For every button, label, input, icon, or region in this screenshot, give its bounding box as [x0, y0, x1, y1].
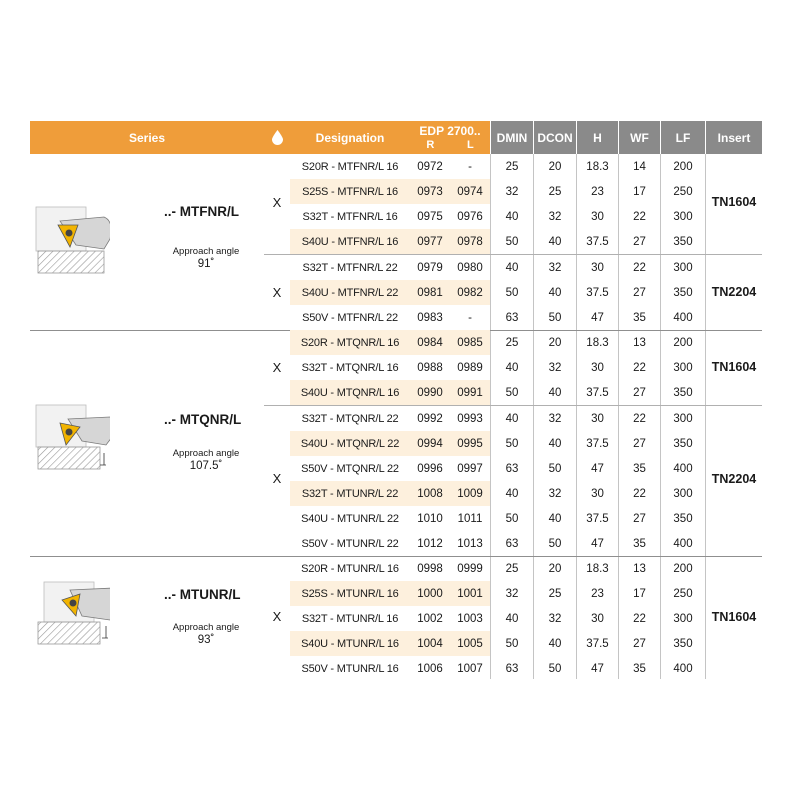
- lf-cell: 350: [673, 637, 693, 650]
- dcon-cell: 20: [548, 160, 562, 173]
- h-cell: 18.3: [586, 336, 609, 349]
- dcon-cell: 20: [548, 336, 562, 349]
- designation-cell: S40U - MTUNR/L 22: [301, 512, 399, 525]
- edp-r-cell: 1008: [417, 487, 443, 500]
- designation-cell: S40U - MTQNR/L 16: [290, 380, 410, 405]
- lf-cell: 400: [673, 662, 693, 675]
- edp-r-cell: 0975: [417, 210, 443, 223]
- header-dcon: [534, 121, 576, 154]
- edp-l-cell: 0995: [457, 437, 483, 450]
- designation-cell: S40U - MTFNR/L 22: [290, 280, 410, 305]
- wf-cell: 14: [633, 160, 646, 173]
- edp-l-cell: 0982: [457, 286, 483, 299]
- lf-cell: 400: [673, 537, 693, 550]
- edp-l-cell: 1011: [457, 512, 483, 525]
- edp-l-cell: 0980: [457, 261, 483, 274]
- designation-cell: S25S - MTFNR/L 16: [290, 179, 410, 204]
- edp-l-cell: 1013: [457, 537, 483, 550]
- dmin-cell: 32: [505, 185, 519, 198]
- coolant-x-mark: X: [272, 285, 282, 300]
- edp-l-cell: 0997: [457, 462, 483, 475]
- edp-r-cell: 0977: [417, 235, 443, 248]
- edp-l-cell: 0993: [457, 412, 483, 425]
- edp-r-cell: 1002: [417, 612, 443, 625]
- dcon-cell: 25: [548, 587, 562, 600]
- designation-cell: S20R - MTQNR/L 16: [290, 330, 410, 355]
- dmin-cell: 50: [505, 437, 519, 450]
- edp-l-cell: 0999: [457, 562, 483, 575]
- lf-cell: 350: [673, 235, 693, 248]
- approach-angle-value: 107.5˚: [189, 460, 223, 472]
- wf-cell: 27: [633, 235, 646, 248]
- insert-code: TN1604: [711, 360, 757, 374]
- edp-r-cell: 0973: [417, 185, 443, 198]
- lf-cell: 350: [673, 437, 693, 450]
- wf-cell: 27: [633, 512, 646, 525]
- mtqnr-tool-diagram: [30, 401, 110, 475]
- dmin-cell: 40: [505, 361, 519, 374]
- dcon-cell: 40: [548, 286, 562, 299]
- edp-r-cell: 0981: [417, 286, 443, 299]
- dmin-cell: 50: [505, 286, 519, 299]
- wf-cell: 22: [633, 361, 646, 374]
- lf-cell: 300: [673, 487, 693, 500]
- h-cell: 30: [591, 487, 604, 500]
- lf-cell: 350: [673, 286, 693, 299]
- designation-cell: S20R - MTFNR/L 16: [301, 160, 399, 173]
- header-edp-label: EDP 2700..: [419, 123, 481, 138]
- edp-r-cell: 0983: [417, 311, 443, 324]
- dmin-cell: 40: [505, 210, 519, 223]
- header-dcon-label: DCON: [537, 130, 573, 145]
- h-cell: 37.5: [586, 437, 609, 450]
- lf-cell: 200: [673, 336, 693, 349]
- dmin-cell: 25: [505, 160, 519, 173]
- coolant-x-mark: X: [272, 471, 282, 486]
- header-coolant: [264, 121, 290, 154]
- header-wf: [619, 121, 660, 154]
- h-cell: 18.3: [586, 562, 609, 575]
- designation-cell: S40U - MTQNR/L 22: [290, 431, 410, 456]
- lf-cell: 300: [673, 261, 693, 274]
- approach-angle-value: 93˚: [197, 634, 215, 646]
- mtfnr-tool-diagram: [30, 203, 110, 277]
- wf-cell: 35: [633, 462, 646, 475]
- wf-cell: 27: [633, 286, 646, 299]
- lf-cell: 350: [673, 512, 693, 525]
- h-cell: 47: [591, 662, 604, 675]
- header-edp-r: R: [426, 138, 435, 151]
- wf-cell: 35: [633, 311, 646, 324]
- edp-r-cell: 1004: [417, 637, 443, 650]
- wf-cell: 17: [633, 587, 646, 600]
- edp-l-cell: 0976: [457, 210, 483, 223]
- dcon-cell: 50: [548, 662, 562, 675]
- header-insert: [706, 121, 762, 154]
- edp-r-cell: 0979: [417, 261, 443, 274]
- dmin-cell: 50: [505, 512, 519, 525]
- dcon-cell: 50: [548, 537, 562, 550]
- header-insert-label: Insert: [717, 130, 751, 145]
- designation-cell: S32T - MTFNR/L 16: [302, 210, 398, 223]
- h-cell: 47: [591, 462, 604, 475]
- approach-angle-label: Approach angle: [172, 448, 240, 459]
- edp-l-cell: -: [468, 160, 472, 173]
- wf-cell: 22: [633, 210, 646, 223]
- designation-cell: S32T - MTUNR/L 16: [301, 612, 399, 625]
- header-designation: [290, 121, 410, 154]
- dmin-cell: 63: [505, 462, 519, 475]
- edp-r-cell: 1006: [417, 662, 443, 675]
- edp-r-cell: 0994: [417, 437, 443, 450]
- h-cell: 30: [591, 612, 604, 625]
- dcon-cell: 32: [548, 361, 562, 374]
- lf-cell: 350: [673, 386, 693, 399]
- dcon-cell: 40: [548, 637, 562, 650]
- dcon-cell: 50: [548, 462, 562, 475]
- wf-cell: 22: [633, 412, 646, 425]
- dcon-cell: 50: [548, 311, 562, 324]
- edp-r-cell: 0988: [417, 361, 443, 374]
- designation-cell: S50V - MTUNR/L 16: [301, 662, 399, 675]
- lf-cell: 250: [673, 185, 693, 198]
- h-cell: 30: [591, 412, 604, 425]
- edp-l-cell: 1003: [457, 612, 483, 625]
- series-name-mtunr: ..- MTUNR/L: [164, 587, 241, 602]
- wf-cell: 27: [633, 386, 646, 399]
- wf-cell: 35: [633, 537, 646, 550]
- edp-l-cell: 0991: [457, 386, 483, 399]
- lf-cell: 400: [673, 311, 693, 324]
- header-wf-label: WF: [630, 130, 649, 145]
- edp-r-cell: 0992: [417, 412, 443, 425]
- h-cell: 30: [591, 261, 604, 274]
- header-h-label: H: [593, 130, 602, 145]
- lf-cell: 300: [673, 612, 693, 625]
- edp-l-cell: 1001: [457, 587, 483, 600]
- wf-cell: 22: [633, 487, 646, 500]
- h-cell: 23: [591, 587, 604, 600]
- dmin-cell: 63: [505, 662, 519, 675]
- header-dmin-label: DMIN: [496, 130, 528, 145]
- dmin-cell: 32: [505, 587, 519, 600]
- dmin-cell: 40: [505, 261, 519, 274]
- dmin-cell: 50: [505, 637, 519, 650]
- dmin-cell: 40: [505, 412, 519, 425]
- coolant-drop-icon: [272, 130, 283, 145]
- h-cell: 37.5: [586, 286, 609, 299]
- h-cell: 37.5: [586, 637, 609, 650]
- insert-code: TN2204: [711, 285, 757, 299]
- designation-cell: S32T - MTQNR/L 22: [301, 412, 399, 425]
- lf-cell: 300: [673, 361, 693, 374]
- designation-cell: S50V - MTQNR/L 22: [301, 462, 399, 475]
- h-cell: 37.5: [586, 235, 609, 248]
- dcon-cell: 40: [548, 386, 562, 399]
- designation-cell: S50V - MTFNR/L 22: [302, 311, 398, 324]
- series-name-mtfnr: ..- MTFNR/L: [164, 204, 239, 219]
- edp-l-cell: 0989: [457, 361, 483, 374]
- coolant-x-mark: X: [272, 360, 282, 375]
- edp-l-cell: 1005: [457, 637, 483, 650]
- edp-r-cell: 1000: [417, 587, 443, 600]
- insert-code: TN1604: [711, 610, 757, 624]
- edp-l-cell: 0974: [457, 185, 483, 198]
- h-cell: 47: [591, 537, 604, 550]
- dmin-cell: 25: [505, 336, 519, 349]
- series-name-mtqnr: ..- MTQNR/L: [164, 412, 242, 427]
- h-cell: 37.5: [586, 512, 609, 525]
- edp-r-cell: 0972: [417, 160, 443, 173]
- wf-cell: 27: [633, 637, 646, 650]
- edp-l-cell: 0985: [457, 336, 483, 349]
- coolant-x-mark: X: [272, 609, 282, 624]
- header-edp-l: L: [466, 138, 474, 151]
- lf-cell: 400: [673, 462, 693, 475]
- dmin-cell: 50: [505, 386, 519, 399]
- dmin-cell: 63: [505, 311, 519, 324]
- wf-cell: 13: [633, 336, 646, 349]
- lf-cell: 200: [673, 562, 693, 575]
- h-cell: 47: [591, 311, 604, 324]
- dcon-cell: 32: [548, 487, 562, 500]
- lf-cell: 300: [673, 210, 693, 223]
- header-lf: [661, 121, 705, 154]
- h-cell: 37.5: [586, 386, 609, 399]
- approach-angle-mtfnr: [164, 246, 248, 270]
- h-cell: 23: [591, 185, 604, 198]
- designation-cell: S40U - MTUNR/L 16: [290, 631, 410, 656]
- wf-cell: 35: [633, 662, 646, 675]
- wf-cell: 27: [633, 437, 646, 450]
- designation-cell: S32T - MTUNR/L 22: [290, 481, 410, 506]
- wf-cell: 13: [633, 562, 646, 575]
- designation-cell: S40U - MTFNR/L 16: [290, 229, 410, 254]
- edp-l-cell: 1007: [457, 662, 483, 675]
- dmin-cell: 50: [505, 235, 519, 248]
- dmin-cell: 63: [505, 537, 519, 550]
- dcon-cell: 25: [548, 185, 562, 198]
- mtunr-tool-diagram: [30, 576, 110, 650]
- edp-r-cell: 0984: [417, 336, 443, 349]
- designation-cell: S20R - MTUNR/L 16: [301, 562, 399, 575]
- approach-angle-label: Approach angle: [172, 622, 240, 633]
- dcon-cell: 32: [548, 210, 562, 223]
- column-divider: [705, 154, 706, 679]
- header-designation-label: Designation: [315, 130, 385, 145]
- approach-angle-mtunr: [164, 622, 248, 646]
- edp-r-cell: 1012: [417, 537, 443, 550]
- dcon-cell: 32: [548, 261, 562, 274]
- approach-angle-value: 91˚: [197, 258, 215, 270]
- header-lf-label: LF: [675, 130, 691, 145]
- coolant-x-mark: X: [272, 195, 282, 210]
- insert-code: TN2204: [711, 472, 757, 486]
- designation-cell: S50V - MTUNR/L 22: [301, 537, 399, 550]
- edp-r-cell: 0998: [417, 562, 443, 575]
- h-cell: 30: [591, 210, 604, 223]
- edp-l-cell: -: [468, 311, 472, 324]
- designation-cell: S32T - MTFNR/L 22: [302, 261, 398, 274]
- insert-code: TN1604: [711, 195, 757, 209]
- approach-angle-label: Approach angle: [172, 246, 240, 257]
- header-series-label: Series: [128, 130, 166, 145]
- dmin-cell: 40: [505, 612, 519, 625]
- dcon-cell: 32: [548, 612, 562, 625]
- approach-angle-mtqnr: [164, 448, 248, 472]
- edp-r-cell: 0990: [417, 386, 443, 399]
- h-cell: 18.3: [586, 160, 609, 173]
- designation-cell: S25S - MTUNR/L 16: [290, 581, 410, 606]
- wf-cell: 17: [633, 185, 646, 198]
- designation-cell: S32T - MTQNR/L 16: [301, 361, 399, 374]
- wf-cell: 22: [633, 612, 646, 625]
- lf-cell: 200: [673, 160, 693, 173]
- header-series: [30, 121, 264, 154]
- h-cell: 30: [591, 361, 604, 374]
- lf-cell: 300: [673, 412, 693, 425]
- edp-r-cell: 0996: [417, 462, 443, 475]
- dmin-cell: 40: [505, 487, 519, 500]
- header-h: [577, 121, 618, 154]
- dcon-cell: 32: [548, 412, 562, 425]
- dcon-cell: 40: [548, 235, 562, 248]
- wf-cell: 22: [633, 261, 646, 274]
- edp-l-cell: 1009: [457, 487, 483, 500]
- header-dmin: [491, 121, 533, 154]
- dcon-cell: 20: [548, 562, 562, 575]
- dcon-cell: 40: [548, 512, 562, 525]
- header-edp: [410, 121, 490, 154]
- edp-r-cell: 1010: [417, 512, 443, 525]
- dcon-cell: 40: [548, 437, 562, 450]
- edp-l-cell: 0978: [457, 235, 483, 248]
- dmin-cell: 25: [505, 562, 519, 575]
- lf-cell: 250: [673, 587, 693, 600]
